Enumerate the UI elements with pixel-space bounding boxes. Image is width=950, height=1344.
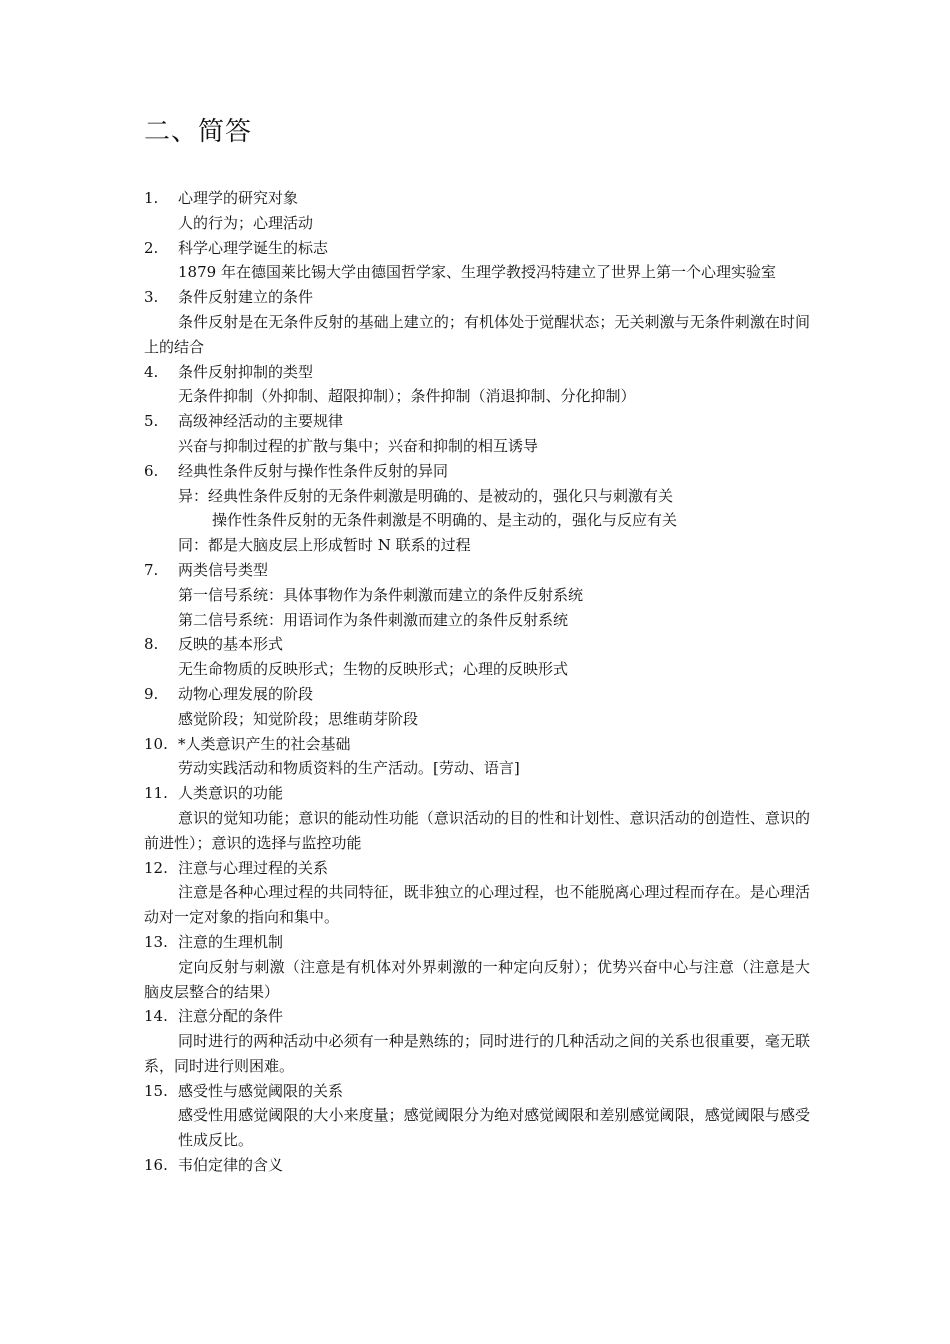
answer-5: 兴奋与抑制过程的扩散与集中；兴奋和抑制的相互诱导 <box>178 436 539 455</box>
answer-6-similarity: 同：都是大脑皮层上形成暂时 N 联系的过程 <box>178 536 471 555</box>
question-15: 15. 感受性与感觉阈限的关系 <box>144 1081 344 1100</box>
answer-4: 无条件抑制（外抑制、超限抑制）；条件抑制（消退抑制、分化抑制） <box>178 387 636 406</box>
answer-1: 人的行为；心理活动 <box>178 213 314 232</box>
answer-9: 感觉阶段；知觉阶段；思维萌芽阶段 <box>178 709 419 728</box>
question-11: 11. 人类意识的功能 <box>144 784 284 803</box>
qa-list <box>144 186 810 1178</box>
answer-7-second: 第二信号系统：用语词作为条件刺激而建立的条件反射系统 <box>178 610 569 629</box>
answer-2: 1879 年在德国莱比锡大学由德国哲学家、生理学教授冯特建立了世界上第一个心理实验室 <box>178 263 776 282</box>
question-16: 16. 韦伯定律的含义 <box>144 1156 284 1175</box>
question-8: 8. 反映的基本形式 <box>144 635 284 654</box>
answer-6-difference: 异：经典性条件反射的无条件刺激是明确的、是被动的，强化只与刺激有关 <box>178 486 674 505</box>
question-14: 14. 注意分配的条件 <box>144 1007 284 1026</box>
question-7: 7. 两类信号类型 <box>144 560 269 579</box>
answer-3: 条件反射是在无条件反射的基础上建立的；有机体处于觉醒状态；无关刺激与无条件刺激在时间上的结合 <box>144 312 810 356</box>
answer-15: 感受性用感觉阈限的大小来度量；感觉阈限分为绝对感觉阈限和差别感觉阈限，感觉阈限与感受性成反比。 <box>178 1106 810 1150</box>
question-6: 6. 经典性条件反射与操作性条件反射的异同 <box>144 461 449 480</box>
question-4: 4. 条件反射抑制的类型 <box>144 362 314 381</box>
answer-7-first: 第一信号系统：具体事物作为条件刺激而建立的条件反射系统 <box>178 585 584 604</box>
answer-14: 同时进行的两种活动中必须有一种是熟练的；同时进行的几种活动之间的关系也很重要，毫无联系，同时进行则困难。 <box>144 1032 810 1075</box>
question-12: 12. 注意与心理过程的关系 <box>144 858 329 877</box>
answer-6-difference-cont: 操作性条件反射的无条件刺激是不明确的、是主动的，强化与反应有关 <box>212 511 678 530</box>
question-13: 13. 注意的生理机制 <box>144 932 284 951</box>
answer-13: 定向反射与刺激（注意是有机体对外界刺激的一种定向反射）；优势兴奋中心与注意（注意是大脑皮层整合的结果） <box>144 957 810 1001</box>
answer-8: 无生命物质的反映形式；生物的反映形式；心理的反映形式 <box>178 660 569 679</box>
question-10: 10. *人类意识产生的社会基础 <box>144 734 351 753</box>
question-9: 9. 动物心理发展的阶段 <box>144 684 314 703</box>
question-2: 2. 科学心理学诞生的标志 <box>144 238 329 257</box>
answer-11: 意识的觉知功能；意识的能动性功能（意识活动的目的性和计划性、意识活动的创造性、意识的前进性）；意识的选择与监控功能 <box>144 808 810 852</box>
section-title: 二、简答 <box>144 117 253 147</box>
question-5: 5. 高级神经活动的主要规律 <box>144 412 344 431</box>
answer-12: 注意是各种心理过程的共同特征，既非独立的心理过程，也不能脱离心理过程而存在。是心理活动对一定对象的指向和集中。 <box>144 883 810 927</box>
question-3: 3. 条件反射建立的条件 <box>144 288 314 307</box>
question-1: 1. 心理学的研究对象 <box>144 189 299 207</box>
answer-10: 劳动实践活动和物质资料的生产活动。[劳动、语言] <box>178 759 520 778</box>
